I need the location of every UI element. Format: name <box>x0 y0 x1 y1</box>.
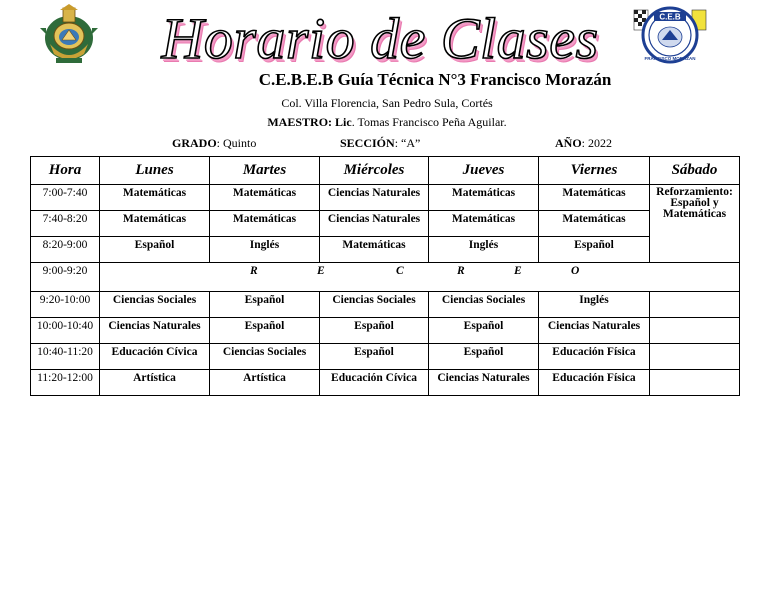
time-cell: 7:00-7:40 <box>31 185 100 211</box>
school-address: Col. Villa Florencia, San Pedro Sula, Cortés <box>281 96 493 110</box>
empty-saturday-cell <box>650 292 740 318</box>
year-value: : 2022 <box>581 136 613 150</box>
subject-cell: Matemáticas <box>210 211 320 237</box>
grade-value: : Quinto <box>216 136 257 150</box>
subject-cell: Ciencias Sociales <box>100 292 210 318</box>
subject-cell: Ciencias Naturales <box>429 370 539 396</box>
subject-cell: Español <box>210 292 320 318</box>
subject-cell: Ciencias Sociales <box>429 292 539 318</box>
subject-cell: Español <box>320 318 429 344</box>
subject-cell: Español <box>429 318 539 344</box>
subject-cell: Matemáticas <box>100 185 210 211</box>
section-value: : “A” <box>394 136 421 150</box>
header-jueves: Jueves <box>429 157 539 185</box>
time-cell: 10:40-11:20 <box>31 344 100 370</box>
saturday-cell <box>650 185 740 263</box>
header-viernes: Viernes <box>539 157 650 185</box>
subject-cell: Ciencias Sociales <box>210 344 320 370</box>
schedule-table <box>30 156 740 396</box>
table-row <box>31 237 740 263</box>
subject-cell: Ciencias Naturales <box>320 211 429 237</box>
subject-cell: Matemáticas <box>210 185 320 211</box>
header-sabado: Sábado <box>650 157 740 185</box>
saturday-line: Español y <box>670 197 719 209</box>
recreo-letter: C <box>396 265 404 277</box>
time-cell: 11:20-12:00 <box>31 370 100 396</box>
subject-cell: Educación Cívica <box>320 370 429 396</box>
subject-cell: Matemáticas <box>429 185 539 211</box>
subject-cell: Español <box>100 237 210 263</box>
saturday-line: Matemáticas <box>662 208 727 220</box>
grade-info <box>172 136 256 150</box>
table-row <box>31 185 740 211</box>
recreo-letter: O <box>571 265 580 277</box>
subject-cell: Ciencias Naturales <box>100 318 210 344</box>
subject-cell: Español <box>429 344 539 370</box>
subject-cell: Educación Cívica <box>100 344 210 370</box>
time-cell: 9:00-9:20 <box>31 263 100 292</box>
saturday-line: Reforzamiento: <box>656 186 733 198</box>
time-cell: 7:40-8:20 <box>31 211 100 237</box>
subject-cell: Ciencias Sociales <box>320 292 429 318</box>
subject-cell: Ciencias Naturales <box>539 318 650 344</box>
subject-cell: Matemáticas <box>539 211 650 237</box>
empty-saturday-cell <box>650 370 740 396</box>
empty-saturday-cell <box>650 318 740 344</box>
subject-cell: Español <box>210 318 320 344</box>
recreo-letter: E <box>514 265 522 277</box>
subject-cell: Ciencias Naturales <box>320 185 429 211</box>
table-row <box>31 211 740 237</box>
teacher-line <box>0 115 768 129</box>
recreo-cell <box>100 263 740 292</box>
table-row <box>31 292 740 318</box>
subject-cell: Inglés <box>539 292 650 318</box>
year-info <box>555 136 612 150</box>
table-row <box>31 318 740 344</box>
header-row <box>31 157 740 185</box>
svg-text:FRANCISCO MORAZAN: FRANCISCO MORAZAN <box>644 56 696 61</box>
subject-cell: Inglés <box>429 237 539 263</box>
teacher-name: . Tomas Francisco Peña Aguilar. <box>351 115 507 129</box>
subject-cell: Educación Física <box>539 370 650 396</box>
teacher-label: MAESTRO: Lic <box>267 115 352 129</box>
header-lunes: Lunes <box>100 157 210 185</box>
grade-label: GRADO <box>172 136 217 150</box>
svg-text:C.E.B: C.E.B <box>659 12 681 22</box>
coat-of-arms-logo <box>38 4 100 66</box>
time-cell: 8:20-9:00 <box>31 237 100 263</box>
subject-cell: Español <box>320 344 429 370</box>
subject-cell: Matemáticas <box>539 185 650 211</box>
recreo-row <box>31 263 740 292</box>
header-miercoles: Miércoles <box>320 157 429 185</box>
school-name: C.E.B.E.B Guía Técnica N°3 Francisco Morazán <box>258 70 612 89</box>
subject-cell: Artística <box>100 370 210 396</box>
table-row <box>31 344 740 370</box>
header-martes: Martes <box>210 157 320 185</box>
school-seal-logo <box>632 4 708 66</box>
time-cell: 10:00-10:40 <box>31 318 100 344</box>
subject-cell: Artística <box>210 370 320 396</box>
subject-cell: Matemáticas <box>429 211 539 237</box>
recreo-letter: R <box>250 265 258 277</box>
year-label: AÑO <box>555 136 582 150</box>
subject-cell: Inglés <box>210 237 320 263</box>
recreo-letter: R <box>457 265 465 277</box>
recreo-letter: E <box>317 265 325 277</box>
section-label: SECCIÓN <box>340 136 395 150</box>
subject-cell: Español <box>539 237 650 263</box>
section-info <box>340 136 420 150</box>
subject-cell: Educación Física <box>539 344 650 370</box>
table-row <box>31 370 740 396</box>
time-cell: 9:20-10:00 <box>31 292 100 318</box>
header-hora: Hora <box>31 157 100 185</box>
subject-cell: Matemáticas <box>320 237 429 263</box>
empty-saturday-cell <box>650 344 740 370</box>
subject-cell: Matemáticas <box>100 211 210 237</box>
page-title: Horario de Clases <box>161 6 599 71</box>
